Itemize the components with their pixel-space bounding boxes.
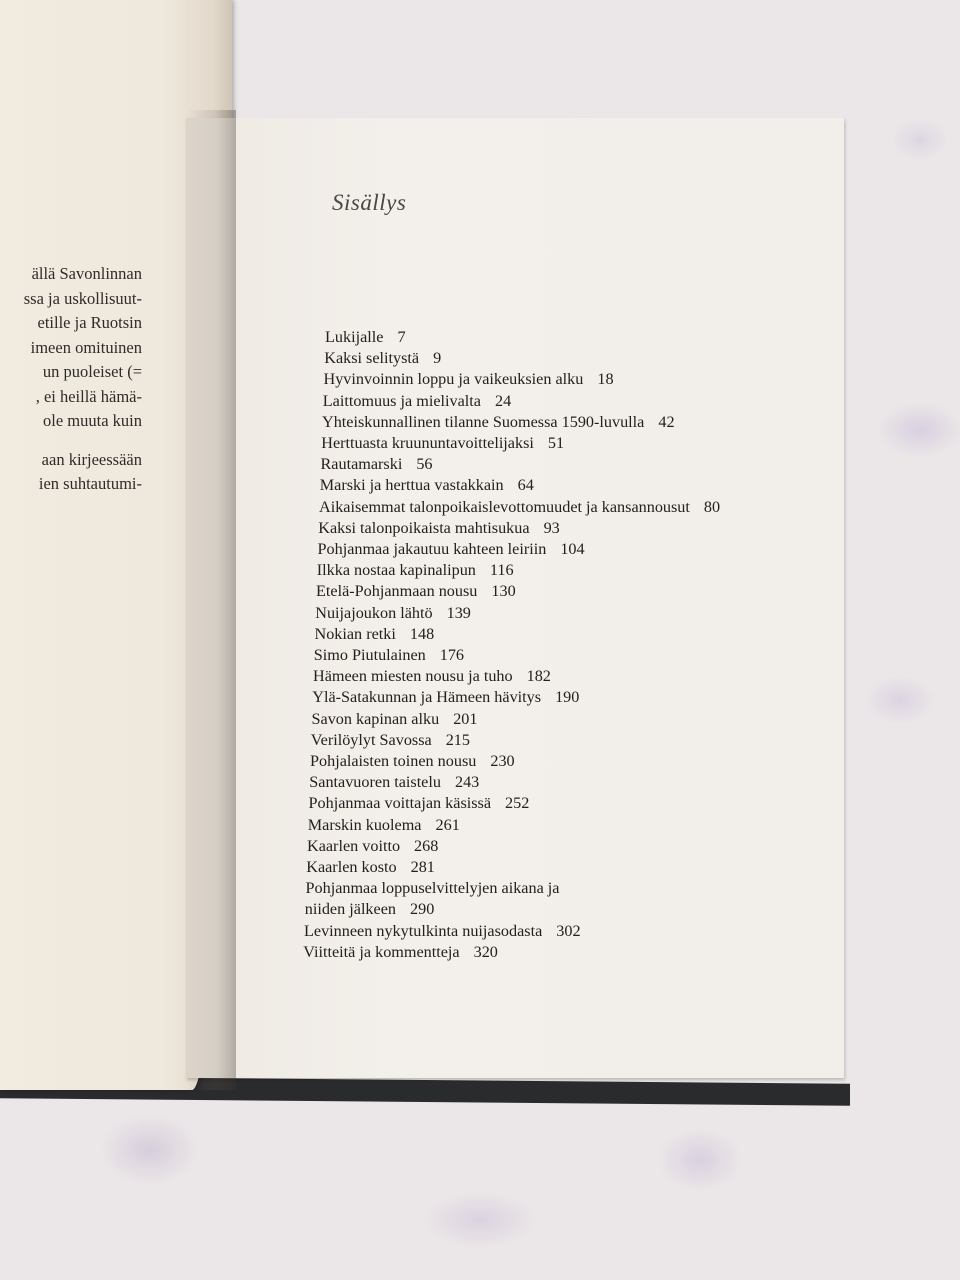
left-page-line: ssa ja uskollisuut- [23, 288, 142, 308]
toc-entry [324, 349, 441, 368]
toc-entry-title: Laittomuus ja mielivalta [322, 391, 481, 410]
toc-entry-page: 302 [556, 921, 581, 940]
toc-entry-title: niiden jälkeen [304, 900, 396, 919]
toc-entry-title: Santavuoren taistelu [309, 773, 441, 792]
toc-entry [321, 455, 433, 474]
toc-entry-page: 320 [473, 942, 498, 961]
toc-entry-page: 176 [439, 646, 465, 664]
toc-entry-page: 24 [495, 391, 512, 410]
toc-entry-title: Nokian retki [314, 624, 396, 643]
toc-entry-title: Marski ja herttua vastakkain [319, 476, 504, 495]
toc-entry-page: 230 [490, 752, 515, 770]
toc-entry [321, 434, 564, 453]
toc-entry-title: Nuijajoukon lähtö [315, 603, 433, 622]
toc-entry-title: Hämeen miesten nousu ja tuho [313, 667, 513, 686]
toc-entry [312, 688, 579, 707]
toc-entry-page: 9 [433, 349, 442, 368]
toc-entry [304, 922, 581, 941]
toc-entry-page: 243 [454, 773, 480, 792]
toc-entry-title: Etelä-Pohjanmaan nousu [316, 582, 478, 601]
toc-entry-page: 281 [410, 858, 435, 876]
toc-entry-page: 80 [703, 497, 721, 516]
toc-entry [312, 710, 478, 729]
left-page-text [0, 262, 142, 497]
toc-entry-page: 290 [410, 900, 435, 919]
left-page-line: etille ja Ruotsin [37, 313, 142, 332]
left-page-line: imeen omituinen [30, 337, 142, 357]
toc-entry-title: Kaarlen kosto [306, 858, 397, 876]
toc-entry [319, 498, 720, 517]
toc-entry-page: 56 [416, 455, 433, 474]
toc-entry [313, 667, 551, 686]
toc-entry-page: 18 [597, 370, 614, 389]
toc-entry-page: 268 [414, 836, 439, 855]
toc-entry [307, 837, 438, 856]
toc-entry [308, 816, 460, 835]
toc-entry-title: Kaksi selitystä [324, 349, 420, 368]
toc-entry-title: Pohjanmaa voittajan käsissä [308, 794, 492, 813]
toc-entry-page: 93 [543, 518, 560, 537]
toc-entry-title: Herttuasta kruununtavoittelijaksi [321, 434, 534, 452]
toc-entry [309, 773, 479, 792]
left-page-line [0, 434, 142, 448]
toc-entry-title: Viitteitä ja kommentteja [303, 942, 460, 961]
toc-entry [315, 625, 435, 644]
toc-entry [309, 794, 530, 813]
left-page-line: ien suhtautumi- [38, 474, 142, 493]
toc-entry-title: Hyvinvoinnin loppu ja vaikeuksien alku [323, 370, 584, 389]
toc-entry [306, 858, 435, 877]
toc-entry-title: Marskin kuolema [307, 815, 422, 834]
toc-entry-title: Yhteiskunnallinen tilanne Suomessa 1590-luvulla [322, 412, 645, 431]
toc-entry-title: Levinneen nykytulkinta nuijasodasta [304, 921, 543, 940]
left-page-line: , ei heillä hämä- [35, 386, 142, 406]
toc-entry-title: Pohjanmaa jakautuu kahteen leiriin [317, 540, 547, 558]
toc-entry-page: 190 [555, 688, 580, 707]
left-page-line: ole muuta kuin [43, 411, 142, 430]
toc-entry-page: 130 [491, 582, 516, 601]
toc-entry [324, 370, 614, 389]
toc-entry-title: Aikaisemmat talonpoikaislevottomuudet ja kansannousut [319, 497, 690, 516]
toc-entry-page: 51 [547, 434, 565, 452]
toc-entry [320, 476, 534, 495]
toc-entry [311, 731, 470, 750]
toc-entry-title: Lukijalle [325, 328, 384, 346]
toc-entry-page: 116 [489, 561, 514, 580]
toc-entry-page: 139 [446, 603, 471, 622]
toc-entry-title: Verilöylyt Savossa [310, 730, 432, 749]
toc-entry-title: Savon kapinan alku [311, 709, 440, 728]
toc-entry [325, 328, 406, 347]
toc-entry-title: Ilkka nostaa kapinalipun [316, 561, 476, 580]
toc-entry-page: 104 [560, 540, 585, 558]
left-page-line: un puoleiset (= [42, 362, 142, 381]
toc-entry [315, 604, 471, 623]
toc-entry-page: 148 [409, 624, 435, 643]
toc-entry-title: Pohjalaisten toinen nousu [310, 752, 477, 770]
toc-title: Sisällys [332, 190, 407, 215]
toc-entry-title: Pohjanmaa loppuselvittelyjen aikana ja [305, 879, 560, 898]
toc-entry [323, 392, 511, 411]
toc-entry [317, 561, 514, 580]
toc-entry [318, 519, 560, 538]
left-page-line: aan kirjeessään [41, 449, 142, 469]
toc-entry-page: 201 [453, 709, 478, 728]
toc-entry-page: 7 [397, 328, 406, 346]
toc-entry-page: 64 [517, 476, 534, 495]
toc-entry-page: 215 [445, 730, 470, 749]
toc-entry [306, 879, 560, 898]
toc-entry-page: 261 [435, 815, 460, 834]
toc-entry-page: 42 [658, 412, 675, 431]
toc-entry [303, 943, 498, 962]
book-gutter [186, 110, 236, 1090]
toc-entry [305, 900, 435, 919]
toc-entry-title: Ylä-Satakunnan ja Hämeen hävitys [312, 688, 542, 707]
toc-entry [322, 413, 675, 432]
left-page-line: ällä Savonlinnan [31, 264, 142, 283]
toc-entry-title: Rautamarski [320, 455, 403, 474]
toc-entry [316, 582, 516, 601]
toc-entry-page: 252 [505, 794, 530, 813]
toc-entry [314, 646, 464, 665]
toc-entry-title: Kaarlen voitto [307, 836, 401, 855]
toc-entry-title: Kaksi talonpoikaista mahtisukua [318, 518, 530, 537]
toc-entry-title: Simo Piutulainen [313, 646, 426, 664]
toc-entry-page: 182 [526, 667, 551, 686]
toc-entry [310, 752, 515, 771]
toc-entry [318, 540, 585, 559]
